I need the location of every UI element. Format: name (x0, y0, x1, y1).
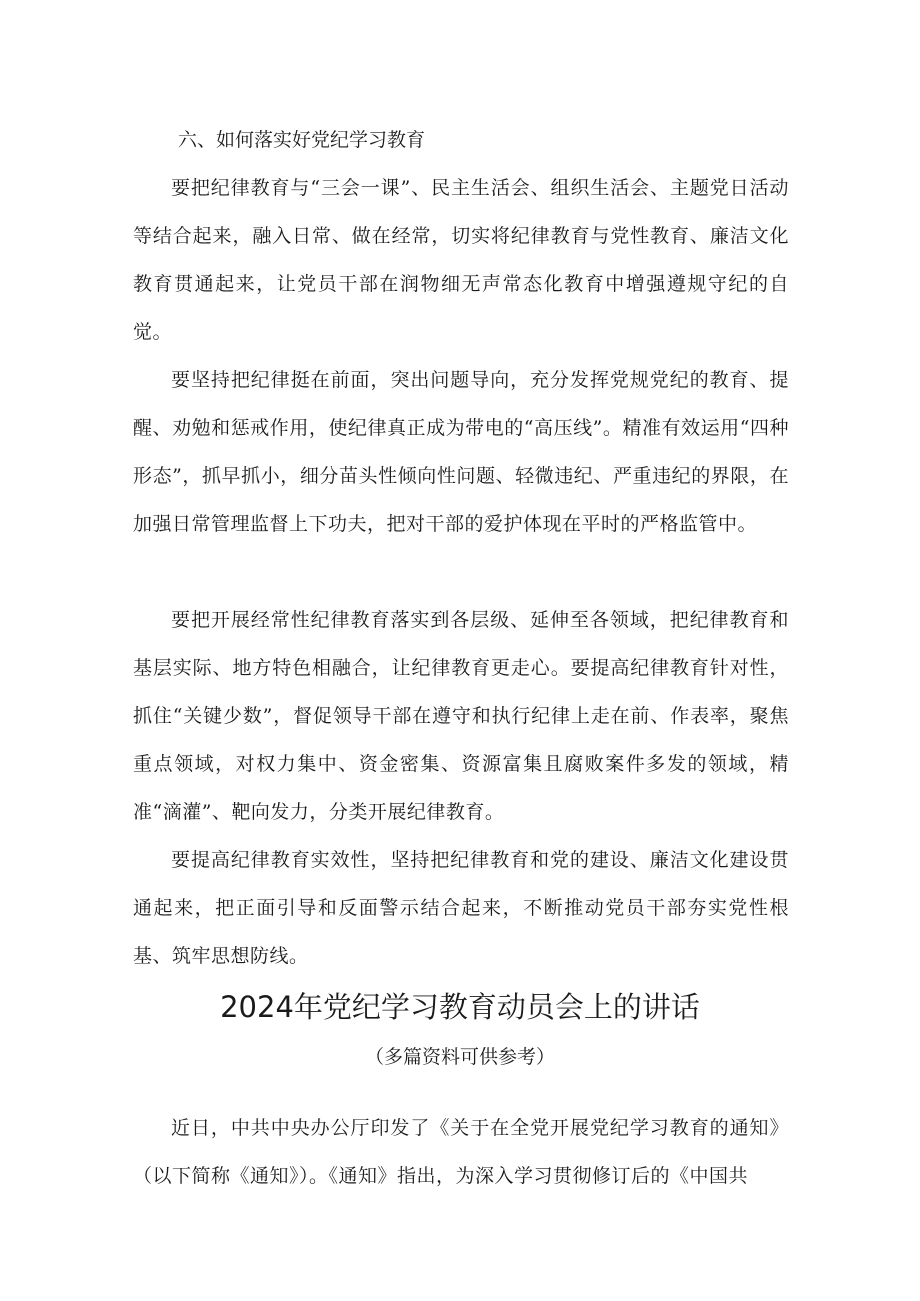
paragraph-4: 要提高纪律教育实效性，坚持把纪律教育和党的建设、廉洁文化建设贯通起来，把正面引导和反面警示结合起来，不断推动党员干部夯实党性根基、筑牢思想防线。 (133, 849, 789, 967)
intro-paragraph: 近日，中共中央办公厅印发了《关于在全党开展党纪学习教育的通知》（以下简称《通知》）。《通知》指出，为深入学习贯彻修订后的《中国共 (133, 1117, 789, 1187)
paragraph-2: 要坚持把纪律挺在前面，突出问题导向，充分发挥党规党纪的教育、提醒、劝勉和惩戒作用，使纪律真正成为带电的“高压线”。精准有效运用“四种形态”，抓早抓小，细分苗头性倾向性问题、轻微违纪、严重违纪的界限，在加强日常管理监督上下功夫，把对干部的爱护体现在平时的严格监管中。 (133, 369, 789, 535)
section-body (133, 164, 789, 356)
section-body-4 (133, 836, 789, 980)
document-subtitle: （多篇资料可供参考） (364, 1046, 555, 1068)
section-body-3 (133, 596, 789, 836)
section-body-2 (133, 356, 789, 548)
document-title: 2024年党纪学习教育动员会上的讲话 (220, 990, 700, 1024)
paragraph-3: 要把开展经常性纪律教育落实到各层级、延伸至各领域，把纪律教育和基层实际、地方特色相融合，让纪律教育更走心。要提高纪律教育针对性，抓住“关键少数”，督促领导干部在遵守和执行纪律上走在前、作表率，聚焦重点领域，对权力集中、资金密集、资源富集且腐败案件多发的领域，精准“滴灌”、靶向发力，分类开展纪律教育。 (133, 609, 789, 823)
section-heading: 六、如何落实好党纪学习教育 (178, 129, 426, 151)
paragraph-1: 要把纪律教育与“三会一课”、民主生活会、组织生活会、主题党日活动等结合起来，融入日常、做在经常，切实将纪律教育与党性教育、廉洁文化教育贯通起来，让党员干部在润物细无声常态化教育中增强遵规守纪的自觉。 (133, 177, 789, 343)
document-intro (133, 1104, 789, 1200)
